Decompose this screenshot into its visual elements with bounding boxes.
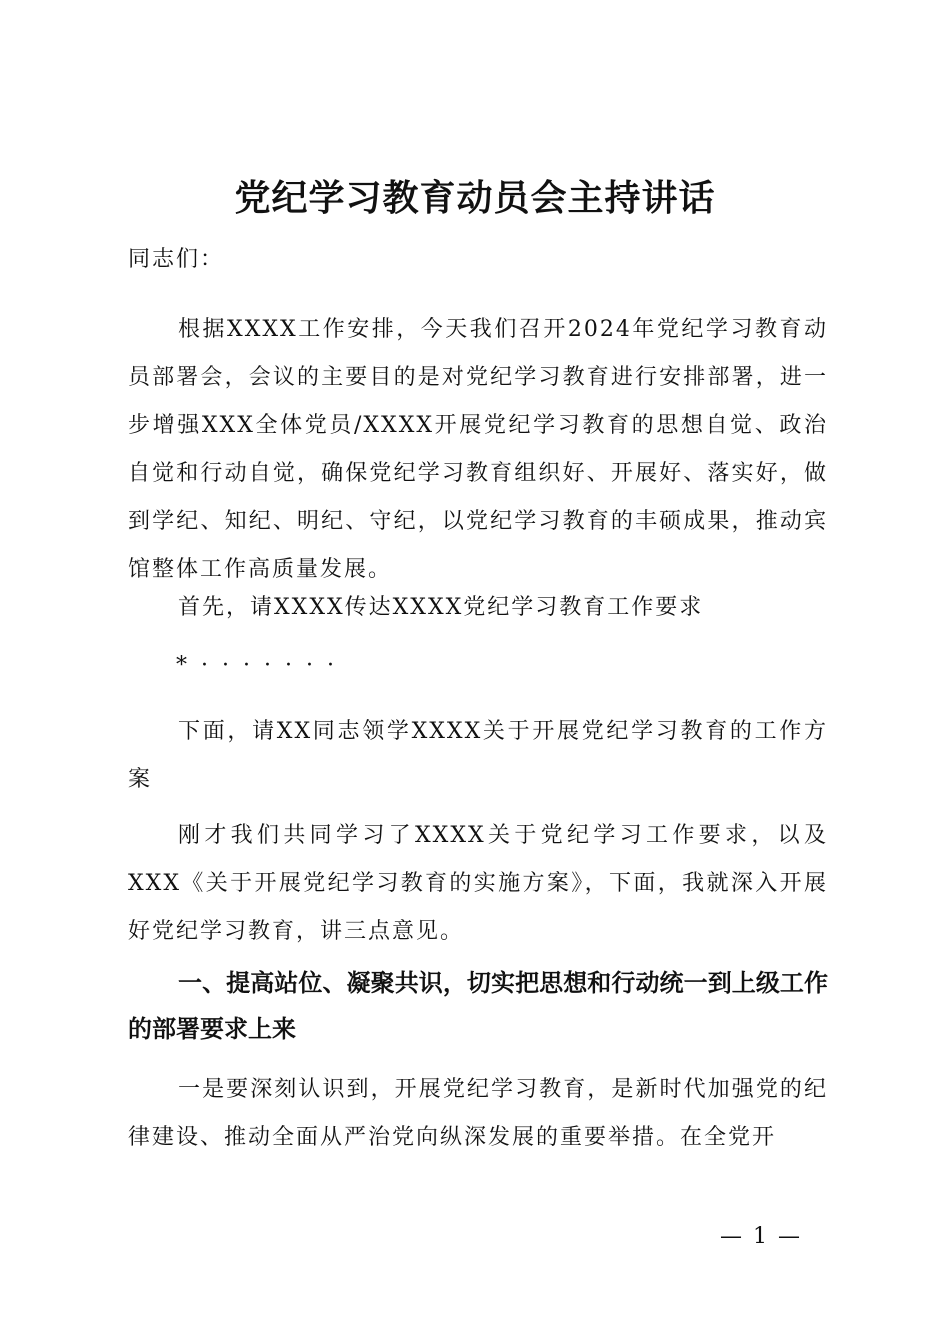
section-heading-1: 一、提高站位、凝聚共识，切实把思想和行动统一到上级工作的部署要求上来 <box>128 969 828 1043</box>
paragraph-first-agenda: 首先，请XXXX传达XXXX党纪学习教育工作要求 <box>178 595 704 620</box>
paragraph-second-agenda: 下面，请XX同志领学XXXX关于开展党纪学习教育的工作方案 <box>128 719 828 792</box>
omission-marks: *······· <box>176 653 348 678</box>
paragraph-transition: 刚才我们共同学习了XXXX关于党纪学习工作要求，以及XXX《关于开展党纪学习教育的实施方案》，下面，我就深入开展好党纪学习教育，讲三点意见。 <box>128 823 828 944</box>
page-number: — 1 — <box>720 1224 802 1249</box>
greeting: 同志们： <box>128 247 225 272</box>
paragraph-point-one: 一是要深刻认识到，开展党纪学习教育，是新时代加强党的纪律建设、推动全面从严治党向纵深发展的重要举措。在全党开 <box>128 1077 828 1150</box>
document-title: 党纪学习教育动员会主持讲话 <box>234 177 716 219</box>
paragraph-intro: 根据XXXX工作安排，今天我们召开2024年党纪学习教育动员部署会，会议的主要目的是对党纪学习教育进行安排部署，进一步增强XXX全体党员/XXXX开展党纪学习教育的思想自觉、政治自觉和行动自觉，确保党纪学习教育组织好、开展好、落实好，做到学纪、知纪、明纪、守纪，以党纪学习教育的丰硕成果，推动宾馆整体工作高质量发展。 <box>128 317 828 582</box>
